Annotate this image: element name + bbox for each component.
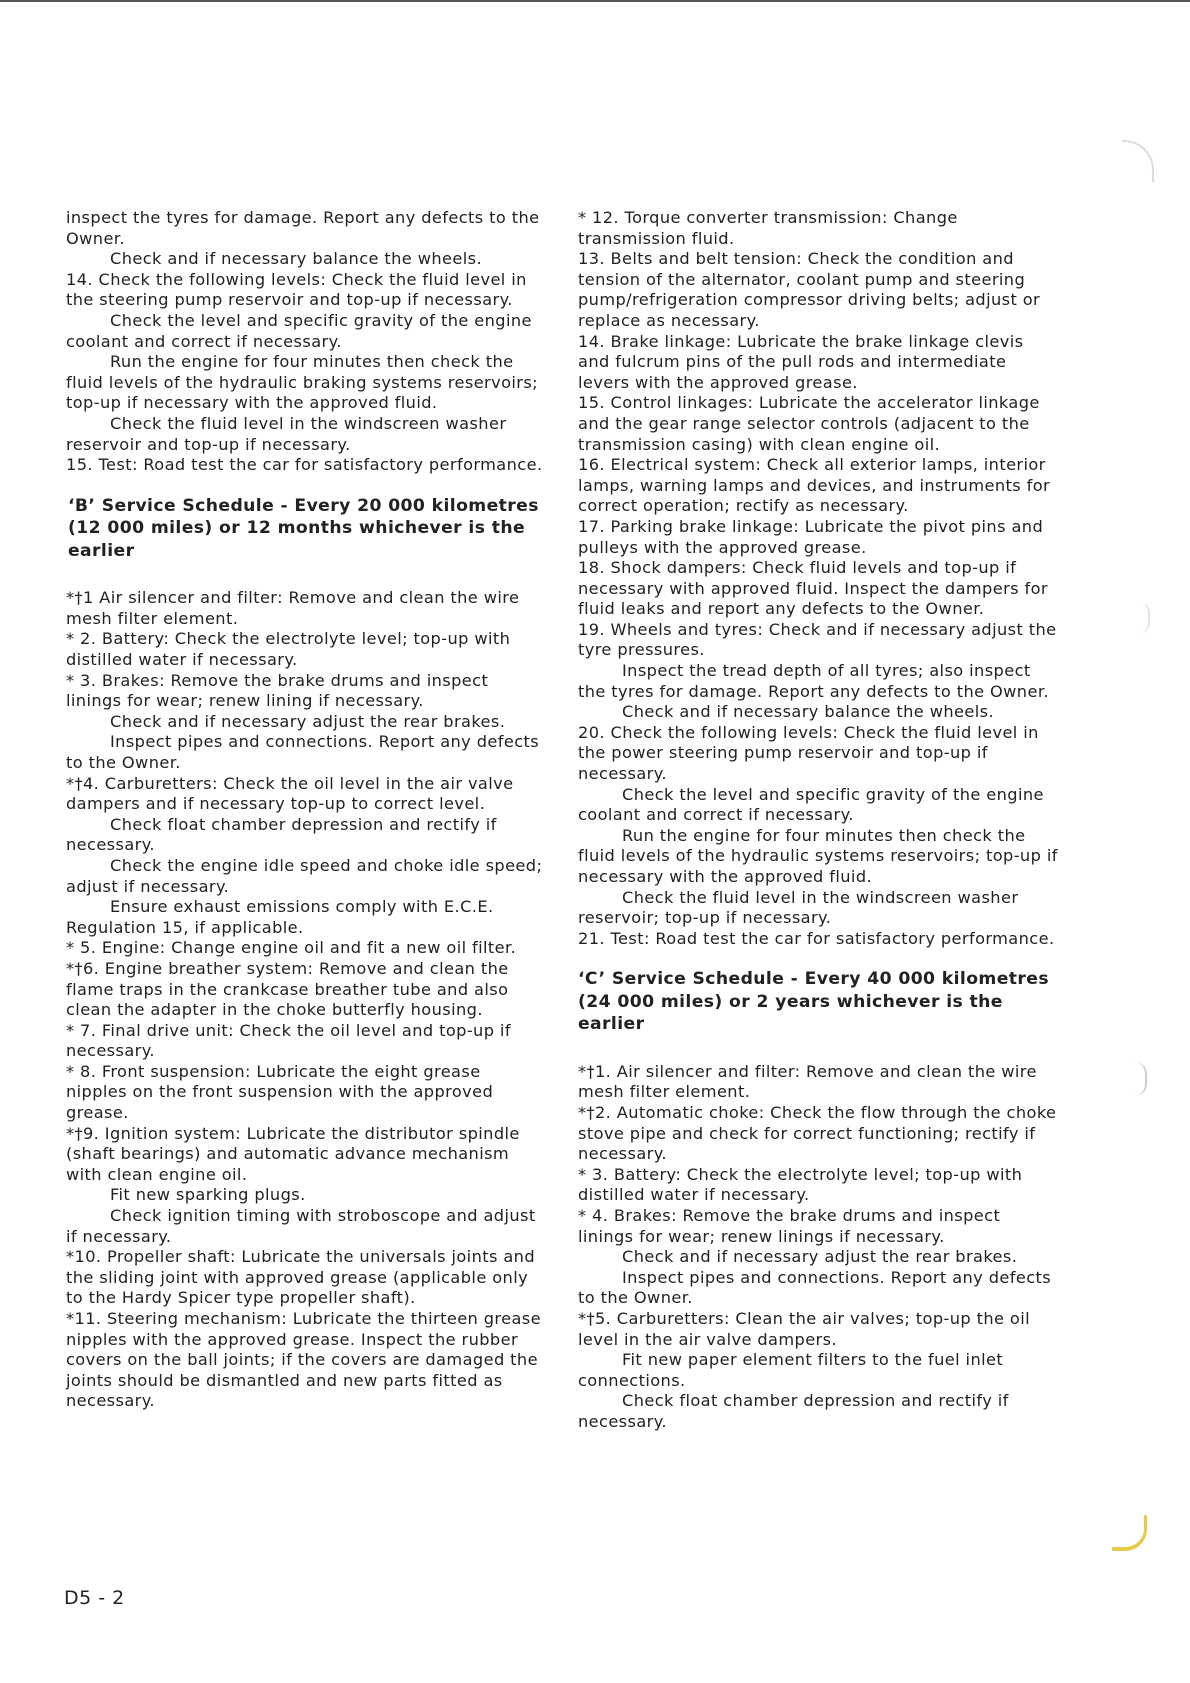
list-item: 15. Test: Road test the car for satisfactory performance. [66, 455, 543, 475]
paragraph: Check and if necessary adjust the rear brakes. [622, 1247, 1018, 1267]
paragraph: Check float chamber depression and rectify if necessary. [66, 814, 497, 855]
paragraph: Inspect pipes and connections. Report any defects to the Owner. [66, 732, 540, 772]
paragraph: Fit new sparking plugs. [110, 1185, 306, 1205]
paragraph: Inspect the tread depth of all tyres; also inspect the tyres for damage. Report any defects to the Owner. [578, 661, 1049, 701]
paragraph: inspect the tyres for damage. Report any defects to the Owner. [66, 208, 540, 248]
paragraph: Check the level and specific gravity of the engine coolant and correct if necessary. [66, 310, 532, 351]
list-item: 21. Test: Road test the car for satisfactory performance. [578, 928, 1055, 948]
paragraph: Run the engine for four minutes then check the fluid levels of the hydraulic systems reservoirs; top-up if necessary with the approved fluid. [578, 825, 1058, 886]
list-item: 16. Electrical system: Check all exterior lamps, interior lamps, warning lamps and devices, and instruments for correct operation; rectify as necessary. [578, 455, 1051, 516]
paragraph: Check the fluid level in the windscreen washer reservoir and top-up if necessary. [66, 413, 507, 454]
list-item: * 8. Front suspension: Lubricate the eight grease nipples on the front suspension with the approved grease. [66, 1061, 494, 1123]
list-item: * 4. Brakes: Remove the brake drums and inspect linings for wear; renew linings if necessary. [578, 1206, 1001, 1246]
list-item: * 3. Battery: Check the electrolyte level; top-up with distilled water if necessary. [578, 1164, 1023, 1205]
list-item: *†4. Carburetters: Check the oil level in the air valve dampers and if necessary top-up to correct level. [66, 773, 514, 814]
list-item: *11. Steering mechanism: Lubricate the thirteen grease nipples with the approved grease. Inspect the rubber covers on the ball joints; if the covers are damaged the joints should be dismantled and new parts fitted as necessary. [66, 1309, 541, 1411]
list-item: * 12. Torque converter transmission: Change transmission fluid. [578, 208, 958, 248]
binding-mark [1140, 603, 1150, 633]
paragraph: Check and if necessary balance the wheels. [110, 249, 483, 269]
paragraph: Run the engine for four minutes then check the fluid levels of the hydraulic braking systems reservoirs; top-up if necessary with the approved fluid. [66, 352, 539, 413]
paragraph: Check the engine idle speed and choke idle speed; adjust if necessary. [66, 855, 543, 896]
paragraph: Check float chamber depression and rectify if necessary. [578, 1391, 1009, 1431]
list-item: * 5. Engine: Change engine oil and fit a new oil filter. [66, 938, 517, 958]
left-column [66, 208, 546, 1412]
right-column [578, 208, 1058, 1433]
paragraph: Ensure exhaust emissions comply with E.C.E. Regulation 15, if applicable. [66, 897, 494, 937]
list-item: *10. Propeller shaft: Lubricate the universals joints and the sliding joint with approved grease (applicable only to the Hardy Spicer type propeller shaft). [66, 1247, 536, 1308]
list-item: 18. Shock dampers: Check fluid levels and top-up if necessary with approved fluid. Inspect the dampers for fluid leaks and report any defects to the Owner. [578, 558, 1048, 619]
list-item: * 7. Final drive unit: Check the oil level and top-up if necessary. [66, 1020, 511, 1061]
paragraph: Check the fluid level in the windscreen washer reservoir; top-up if necessary. [578, 887, 1019, 928]
list-item: *†5. Carburetters: Clean the air valves; top-up the oil level in the air valve dampers. [578, 1309, 1031, 1349]
list-item: *†1. Air silencer and filter: Remove and clean the wire mesh filter element. [578, 1061, 1037, 1102]
section-heading-b-service: ‘B’ Service Schedule - Every 20 000 kilometres (12 000 miles) or 12 months whichever is the earlier [68, 495, 539, 561]
list-item: *†6. Engine breather system: Remove and clean the flame traps in the crankcase breather tube and also clean the adapter in the choke butterfly housing. [66, 958, 509, 1020]
list-item: 13. Belts and belt tension: Check the condition and tension of the alternator, coolant pump and steering pump/refrigeration compressor driving belts; adjust or replace as necessary. [578, 249, 1041, 330]
list-item: * 2. Battery: Check the electrolyte level; top-up with distilled water if necessary. [66, 629, 511, 669]
binding-mark [1122, 140, 1154, 182]
list-item: *†1 Air silencer and filter: Remove and clean the wire mesh filter element. [66, 588, 520, 628]
list-item: *†2. Automatic choke: Check the flow through the choke stove pipe and check for correct functioning; rectify if necessary. [578, 1103, 1057, 1164]
list-item: 17. Parking brake linkage: Lubricate the pivot pins and pulleys with the approved grease. [578, 516, 1044, 557]
paragraph: Check ignition timing with stroboscope and adjust if necessary. [66, 1206, 536, 1246]
paragraph: Inspect pipes and connections. Report any defects to the Owner. [578, 1267, 1052, 1308]
list-item: 20. Check the following levels: Check the fluid level in the power steering pump reservoir and top-up if necessary. [578, 722, 1039, 784]
section-heading-c-service: ‘C’ Service Schedule - Every 40 000 kilometres (24 000 miles) or 2 years whichever is the earlier [578, 969, 1049, 1035]
paragraph: Check the level and specific gravity of the engine coolant and correct if necessary. [578, 784, 1044, 825]
list-item: 14. Brake linkage: Lubricate the brake linkage clevis and fulcrum pins of the pull rods and intermediate levers with the approved grease. [578, 331, 1024, 392]
list-item: *†9. Ignition system: Lubricate the distributor spindle (shaft bearings) and automatic advance mechanism with clean engine oil. [66, 1123, 520, 1184]
binding-mark [1135, 1062, 1147, 1096]
paragraph: Check and if necessary adjust the rear brakes. [110, 711, 506, 731]
paragraph: Check and if necessary balance the wheels. [622, 702, 995, 722]
paragraph: Fit new paper element filters to the fuel inlet connections. [578, 1350, 1004, 1390]
list-item: 19. Wheels and tyres: Check and if necessary adjust the tyre pressures. [578, 619, 1057, 660]
list-item: 14. Check the following levels: Check the fluid level in the steering pump reservoir and top-up if necessary. [66, 269, 527, 310]
list-item: * 3. Brakes: Remove the brake drums and inspect linings for wear; renew lining if necessary. [66, 670, 489, 711]
list-item: 15. Control linkages: Lubricate the accelerator linkage and the gear range selector controls (adjacent to the transmission casing) with clean engine oil. [578, 393, 1040, 454]
top-border-line [0, 0, 1190, 2]
page-number: D5 - 2 [64, 1587, 125, 1609]
binding-mark [1112, 1515, 1147, 1551]
